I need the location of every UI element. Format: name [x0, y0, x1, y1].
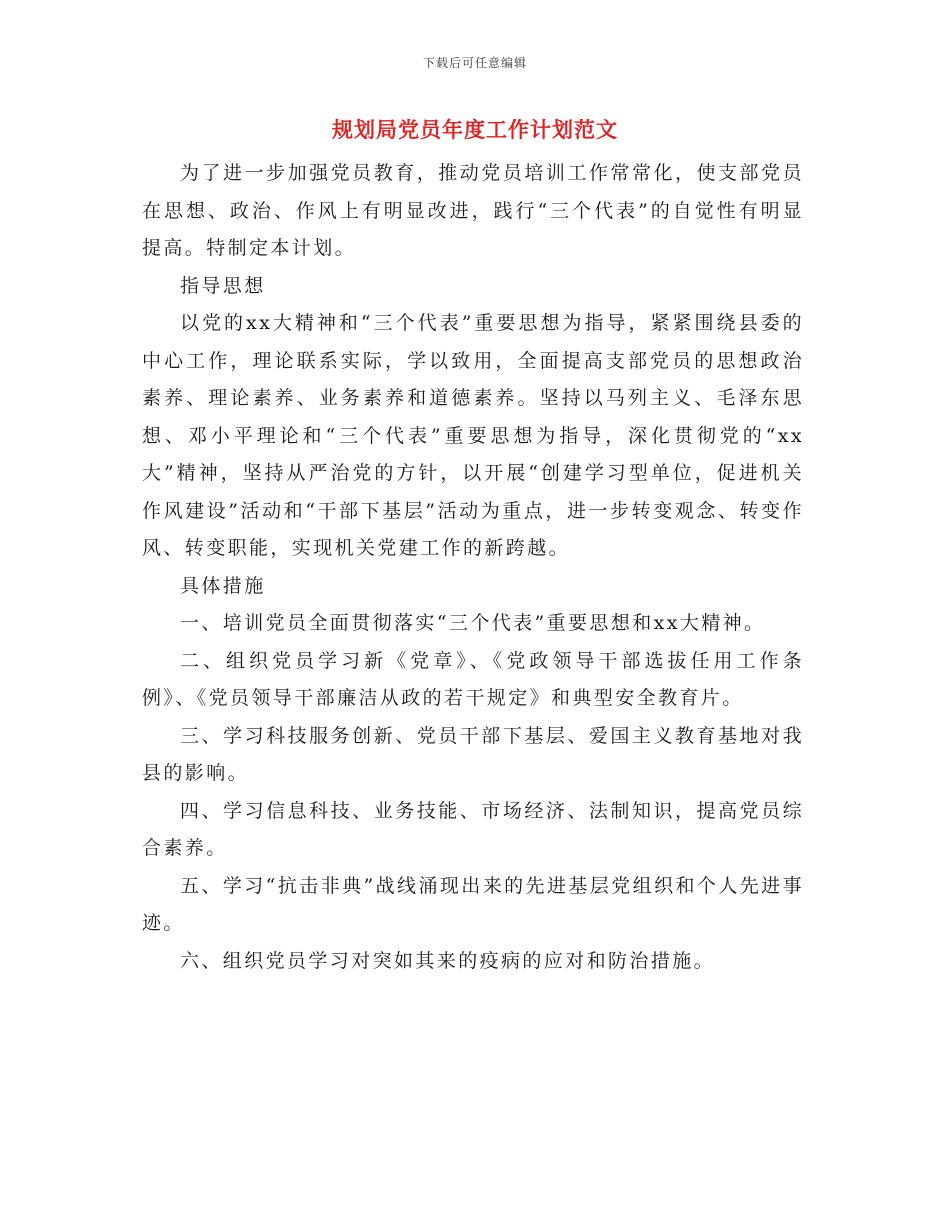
intro-paragraph: 为了进一步加强党员教育，推动党员培训工作常常化，使支部党员在思想、政治、作风上有明显改进，践行“三个代表”的自觉性有明显提高。特制定本计划。	[142, 162, 804, 259]
section-heading-measures: 具体措施	[180, 574, 266, 597]
header-note: 下载后可任意编辑	[422, 56, 527, 70]
section-heading-guiding-thought: 指导思想	[180, 274, 266, 297]
measure-item-2: 二、组织党员学习新《党章》、《党政领导干部选拔任用工作条例》、《党员领导干部廉洁从政的若干规定》和典型安全教育片。	[142, 649, 804, 709]
document-title: 规划局党员年度工作计划范文	[332, 117, 618, 142]
measure-item-1: 一、培训党员全面贯彻落实“三个代表”重要思想和xx大精神。	[180, 612, 766, 634]
document-body	[142, 155, 804, 980]
guiding-thought-paragraph: 以党的xx大精神和“三个代表”重要思想为指导，紧紧围绕县委的中心工作，理论联系实际，学以致用，全面提高支部党员的思想政治素养、理论素养、业务素养和道德素养。坚持以马列主义、毛泽东思想、邓小平理论和“三个代表”重要思想为指导，深化贯彻党的“xx大”精神，坚持从严治党的方针，以开展“创建学习型单位，促进机关作风建设”活动和“干部下基层”活动为重点，进一步转变观念、转变作风、转变职能，实现机关党建工作的新跨越。	[142, 312, 804, 559]
measure-item-3: 三、学习科技服务创新、党员干部下基层、爱国主义教育基地对我县的影响。	[142, 724, 804, 784]
measure-item-6: 六、组织党员学习对突如其来的疫病的应对和防治措施。	[180, 949, 716, 972]
measure-item-5: 五、学习“抗击非典”战线涌现出来的先进基层党组织和个人先进事迹。	[142, 874, 804, 934]
measure-item-4: 四、学习信息科技、业务技能、市场经济、法制知识，提高党员综合素养。	[142, 799, 804, 859]
